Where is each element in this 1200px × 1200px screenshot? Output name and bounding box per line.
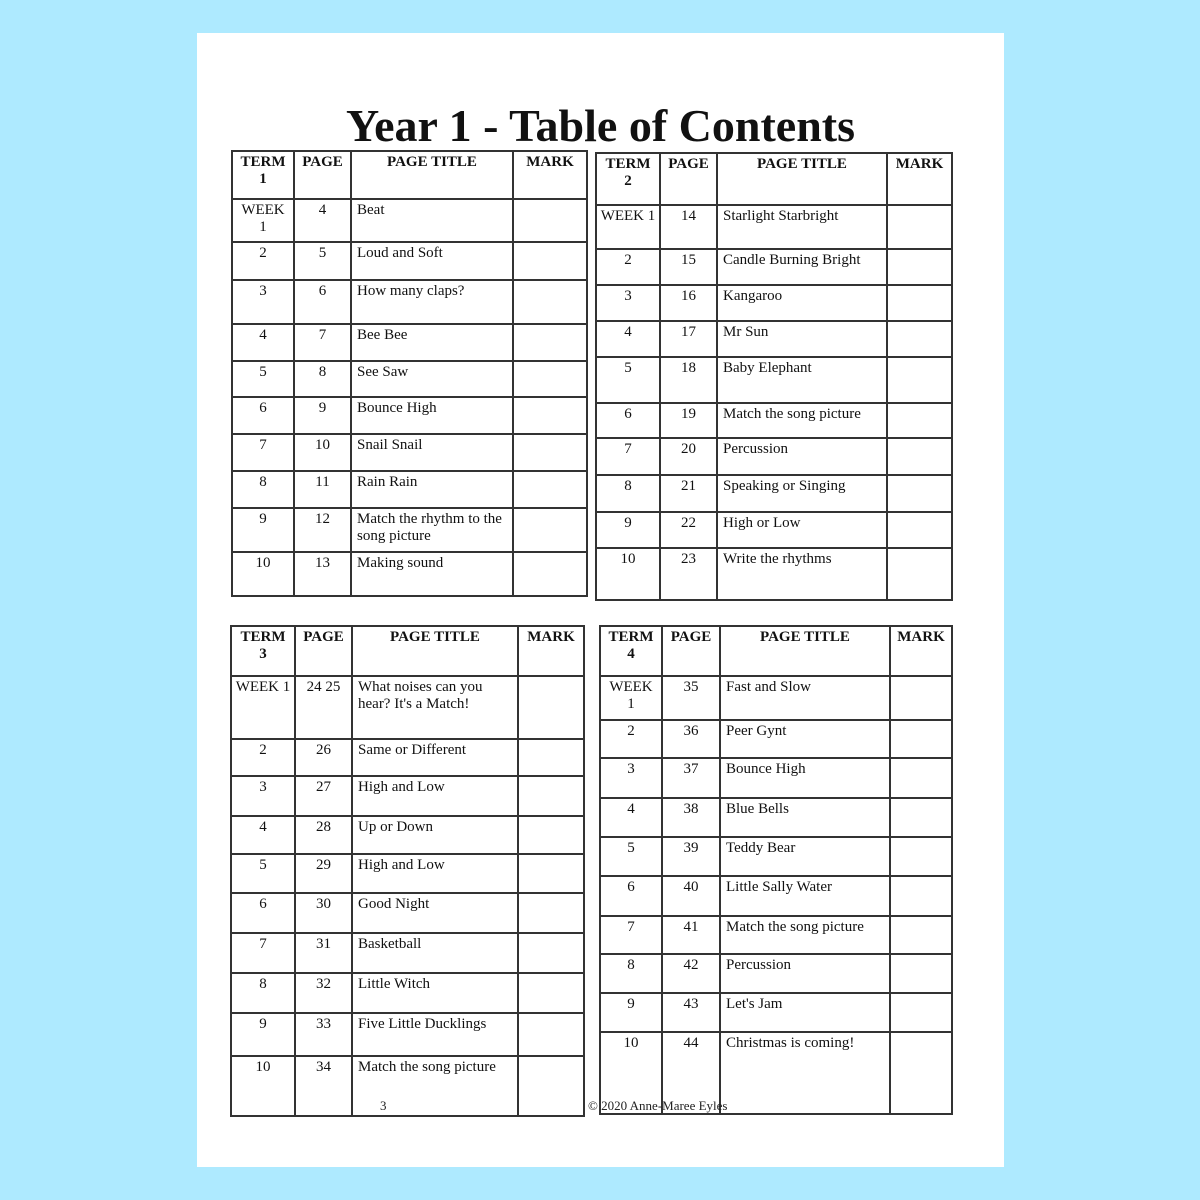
page-number-cell: 5 — [294, 242, 351, 280]
mark-cell — [890, 993, 952, 1032]
page-title-cell: Candle Burning Bright — [717, 249, 887, 285]
mark-cell — [513, 508, 587, 552]
page-title-cell: Write the rhythms — [717, 548, 887, 600]
mark-cell — [518, 676, 584, 739]
week-cell: 5 — [596, 357, 660, 403]
term-number: 1 — [259, 171, 267, 187]
term-header-label: TERM — [608, 629, 654, 645]
table-row — [232, 434, 587, 471]
mark-cell — [518, 776, 584, 816]
term-number: 2 — [624, 173, 632, 189]
page-title-cell: Match the rhythm to the song picture — [351, 508, 513, 552]
page-header: PAGE — [294, 151, 351, 199]
table-row — [596, 249, 952, 285]
page-number-cell: 30 — [295, 893, 352, 933]
mark-cell — [513, 199, 587, 242]
table-row — [600, 916, 952, 954]
mark-header: MARK — [890, 626, 952, 676]
table-row — [232, 242, 587, 280]
page-title-cell: Starlight Starbright — [717, 205, 887, 249]
mark-cell — [887, 403, 952, 438]
term-header-label: TERM — [240, 629, 286, 645]
table-row — [600, 876, 952, 916]
page-number-cell: 16 — [660, 285, 717, 321]
mark-header: MARK — [513, 151, 587, 199]
week-cell: 10 — [231, 1056, 295, 1116]
term-number: 3 — [259, 646, 267, 662]
page-number-cell: 18 — [660, 357, 717, 403]
page-number-cell: 35 — [662, 676, 720, 720]
page-number-cell: 24 25 — [295, 676, 352, 739]
page-number-cell: 22 — [660, 512, 717, 548]
mark-cell — [887, 249, 952, 285]
week-cell: 8 — [232, 471, 294, 508]
page-number-cell: 14 — [660, 205, 717, 249]
week-cell: 2 — [596, 249, 660, 285]
page-number-cell: 31 — [295, 933, 352, 973]
page-number-cell: 15 — [660, 249, 717, 285]
table-row — [600, 954, 952, 993]
mark-cell — [887, 205, 952, 249]
copyright-notice: © 2020 Anne-Maree Eyles — [588, 1098, 728, 1113]
table-row — [232, 324, 587, 361]
page-number-cell: 33 — [295, 1013, 352, 1056]
mark-cell — [518, 933, 584, 973]
page-title-cell: Peer Gynt — [720, 720, 890, 758]
mark-cell — [513, 434, 587, 471]
term-header — [596, 153, 660, 205]
page-number-cell: 12 — [294, 508, 351, 552]
term-number: 4 — [627, 646, 635, 662]
page-title-cell: Rain Rain — [351, 471, 513, 508]
page-title-cell: How many claps? — [351, 280, 513, 324]
term-4-table — [599, 625, 953, 1115]
table-row — [231, 816, 584, 854]
week-cell: 6 — [600, 876, 662, 916]
mark-cell — [518, 1013, 584, 1056]
page-number-cell: 13 — [294, 552, 351, 596]
page-number-cell: 17 — [660, 321, 717, 357]
page-number-cell: 6 — [294, 280, 351, 324]
page-title-cell: Bounce High — [351, 397, 513, 434]
page-number-cell: 23 — [660, 548, 717, 600]
page-number-cell: 42 — [662, 954, 720, 993]
page-number-cell: 38 — [662, 798, 720, 837]
table-row — [596, 321, 952, 357]
page-title-cell: Baby Elephant — [717, 357, 887, 403]
page-number-cell: 34 — [295, 1056, 352, 1116]
week-cell: 10 — [596, 548, 660, 600]
week-cell: 4 — [600, 798, 662, 837]
week-cell: 4 — [231, 816, 295, 854]
page-title-cell: Little Witch — [352, 973, 518, 1013]
table-row — [231, 854, 584, 893]
week-cell: 7 — [231, 933, 295, 973]
page-header: PAGE — [295, 626, 352, 676]
mark-cell — [890, 676, 952, 720]
page-number-cell: 29 — [295, 854, 352, 893]
page-number-cell: 21 — [660, 475, 717, 512]
mark-cell — [513, 280, 587, 324]
table-row — [596, 285, 952, 321]
table-row — [232, 508, 587, 552]
week-cell: 9 — [600, 993, 662, 1032]
week-cell: 5 — [231, 854, 295, 893]
page-title-cell: Bounce High — [720, 758, 890, 798]
term-2-table — [595, 152, 953, 601]
week-cell: 6 — [596, 403, 660, 438]
week-cell: 7 — [600, 916, 662, 954]
week-cell: 4 — [596, 321, 660, 357]
table-row — [232, 552, 587, 596]
page-number-cell: 39 — [662, 837, 720, 876]
table-row — [231, 739, 584, 776]
week-cell: 4 — [232, 324, 294, 361]
week-cell: 5 — [600, 837, 662, 876]
table-row — [596, 548, 952, 600]
page-title-cell: High and Low — [352, 854, 518, 893]
page-number-cell: 10 — [294, 434, 351, 471]
term-header — [600, 626, 662, 676]
mark-cell — [890, 954, 952, 993]
mark-cell — [518, 854, 584, 893]
mark-cell — [890, 758, 952, 798]
week-cell: WEEK 1 — [600, 676, 662, 720]
week-cell: 9 — [596, 512, 660, 548]
mark-cell — [890, 1032, 952, 1114]
week-cell: 3 — [232, 280, 294, 324]
mark-header: MARK — [887, 153, 952, 205]
page-title-cell: Mr Sun — [717, 321, 887, 357]
table-row — [232, 471, 587, 508]
page-number-cell: 4 — [294, 199, 351, 242]
page-title-cell: Same or Different — [352, 739, 518, 776]
page-number: 3 — [380, 1098, 387, 1113]
table-row — [232, 397, 587, 434]
week-cell: 7 — [596, 438, 660, 475]
mark-cell — [513, 242, 587, 280]
page-number-cell: 26 — [295, 739, 352, 776]
page-title-cell: What noises can you hear? It's a Match! — [352, 676, 518, 739]
page-title-cell: Up or Down — [352, 816, 518, 854]
page-title-header: PAGE TITLE — [352, 626, 518, 676]
page-title-cell: Kangaroo — [717, 285, 887, 321]
week-cell: 6 — [231, 893, 295, 933]
page-title-cell: Percussion — [717, 438, 887, 475]
page-title-cell: Teddy Bear — [720, 837, 890, 876]
mark-cell — [518, 1056, 584, 1116]
mark-cell — [513, 361, 587, 397]
week-cell: 3 — [231, 776, 295, 816]
mark-cell — [518, 973, 584, 1013]
page-title-cell: High and Low — [352, 776, 518, 816]
table-row — [231, 973, 584, 1013]
page-number-cell: 11 — [294, 471, 351, 508]
page-number-cell: 41 — [662, 916, 720, 954]
table-row — [231, 933, 584, 973]
week-cell: 6 — [232, 397, 294, 434]
page-title-cell: Bee Bee — [351, 324, 513, 361]
mark-cell — [887, 475, 952, 512]
table-row — [596, 357, 952, 403]
page-title-cell: Blue Bells — [720, 798, 890, 837]
table-row — [600, 758, 952, 798]
week-cell: 2 — [231, 739, 295, 776]
mark-cell — [513, 471, 587, 508]
table-row — [600, 676, 952, 720]
table-row — [231, 676, 584, 739]
week-cell: 9 — [232, 508, 294, 552]
page-title-cell: Christmas is coming! — [720, 1032, 890, 1114]
week-cell: 7 — [232, 434, 294, 471]
page-number-cell: 20 — [660, 438, 717, 475]
table-row — [232, 361, 587, 397]
page-title-cell: Snail Snail — [351, 434, 513, 471]
page-number-cell: 37 — [662, 758, 720, 798]
table-row — [231, 893, 584, 933]
page-title-cell: Five Little Ducklings — [352, 1013, 518, 1056]
term-header-label: TERM — [240, 154, 286, 170]
week-cell: 9 — [231, 1013, 295, 1056]
page-title-header: PAGE TITLE — [351, 151, 513, 199]
mark-cell — [513, 552, 587, 596]
week-cell: WEEK 1 — [596, 205, 660, 249]
mark-header: MARK — [518, 626, 584, 676]
term-header-label: TERM — [605, 156, 651, 172]
table-row — [600, 798, 952, 837]
week-cell: 10 — [232, 552, 294, 596]
page-number-cell: 32 — [295, 973, 352, 1013]
page-number-cell: 8 — [294, 361, 351, 397]
table-row — [596, 403, 952, 438]
page-title-cell: Basketball — [352, 933, 518, 973]
week-cell: 2 — [600, 720, 662, 758]
table-row — [596, 438, 952, 475]
mark-cell — [887, 321, 952, 357]
week-cell: 5 — [232, 361, 294, 397]
page-header: PAGE — [662, 626, 720, 676]
page-title-cell: Let's Jam — [720, 993, 890, 1032]
page-number-cell: 19 — [660, 403, 717, 438]
table-row — [231, 1056, 584, 1116]
mark-cell — [887, 548, 952, 600]
page-title-cell: Match the song picture — [352, 1056, 518, 1116]
page-title-cell: High or Low — [717, 512, 887, 548]
page-title-cell: Speaking or Singing — [717, 475, 887, 512]
page-title-cell: Fast and Slow — [720, 676, 890, 720]
page-number-cell: 43 — [662, 993, 720, 1032]
page-number-cell: 7 — [294, 324, 351, 361]
table-row — [600, 837, 952, 876]
page-number-cell: 28 — [295, 816, 352, 854]
mark-cell — [890, 720, 952, 758]
week-cell: 3 — [596, 285, 660, 321]
page-title-cell: Making sound — [351, 552, 513, 596]
page-title-cell: Little Sally Water — [720, 876, 890, 916]
mark-cell — [887, 285, 952, 321]
table-row — [231, 776, 584, 816]
table-row — [596, 205, 952, 249]
term-header — [231, 626, 295, 676]
page-title-cell: Match the song picture — [720, 916, 890, 954]
week-cell: 2 — [232, 242, 294, 280]
page-title-header: PAGE TITLE — [720, 626, 890, 676]
table-row — [596, 475, 952, 512]
term-header — [232, 151, 294, 199]
week-cell: 3 — [600, 758, 662, 798]
page-number-cell: 9 — [294, 397, 351, 434]
week-cell: WEEK 1 — [232, 199, 294, 242]
page-number-cell: 27 — [295, 776, 352, 816]
page-title-cell: Beat — [351, 199, 513, 242]
page-header: PAGE — [660, 153, 717, 205]
table-row — [600, 720, 952, 758]
term-3-table — [230, 625, 585, 1117]
mark-cell — [887, 357, 952, 403]
week-cell: 10 — [600, 1032, 662, 1114]
table-row — [231, 1013, 584, 1056]
page-number-cell: 40 — [662, 876, 720, 916]
page-title-cell: Good Night — [352, 893, 518, 933]
table-row — [232, 199, 587, 242]
page-number-cell: 44 — [662, 1032, 720, 1114]
page-title-cell: See Saw — [351, 361, 513, 397]
mark-cell — [513, 397, 587, 434]
page-title-header: PAGE TITLE — [717, 153, 887, 205]
term-1-table — [231, 150, 588, 597]
week-cell: 8 — [600, 954, 662, 993]
page-title: Year 1 - Table of Contents — [345, 100, 855, 151]
table-row — [596, 512, 952, 548]
page-title-cell: Percussion — [720, 954, 890, 993]
week-cell: WEEK 1 — [231, 676, 295, 739]
mark-cell — [518, 739, 584, 776]
mark-cell — [887, 512, 952, 548]
table-row — [232, 280, 587, 324]
page-title-cell: Loud and Soft — [351, 242, 513, 280]
page-number-cell: 36 — [662, 720, 720, 758]
mark-cell — [890, 916, 952, 954]
week-cell: 8 — [596, 475, 660, 512]
mark-cell — [890, 798, 952, 837]
table-row — [600, 993, 952, 1032]
mark-cell — [890, 837, 952, 876]
mark-cell — [887, 438, 952, 475]
mark-cell — [518, 816, 584, 854]
page-title-cell: Match the song picture — [717, 403, 887, 438]
mark-cell — [890, 876, 952, 916]
mark-cell — [518, 893, 584, 933]
mark-cell — [513, 324, 587, 361]
week-cell: 8 — [231, 973, 295, 1013]
